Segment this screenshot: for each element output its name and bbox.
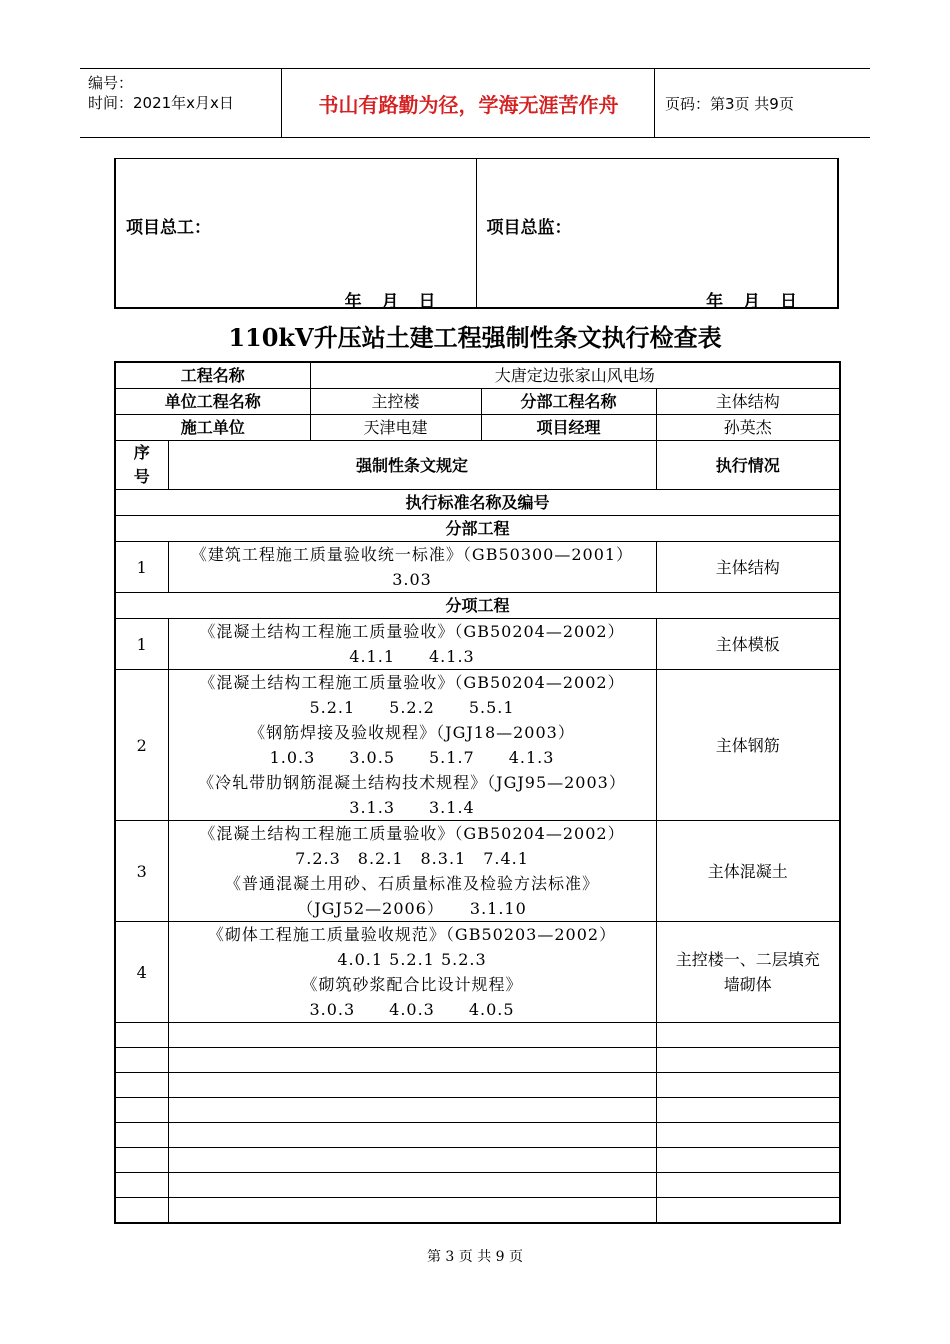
item-row <box>115 821 840 922</box>
rule-line: 《砌筑砂浆配合比设计规程》 <box>301 975 523 994</box>
rule-line: 7.2.3 8.2.1 8.3.1 7.4.1 <box>295 849 529 868</box>
contractor-label: 施工单位 <box>115 415 310 441</box>
row-status: 主体混凝土 <box>656 821 840 922</box>
page-footer: 第 3 页 共 9 页 <box>426 1249 524 1265</box>
col-rule-header: 强制性条文规定 <box>168 441 656 490</box>
empty-row <box>115 1173 840 1198</box>
column-header-row <box>115 441 840 490</box>
unit-project-label: 单位工程名称 <box>115 389 310 415</box>
signature-right <box>477 159 838 312</box>
row-rule <box>168 922 656 1023</box>
empty-seq-cell <box>115 1098 168 1123</box>
empty-status-cell <box>656 1098 840 1123</box>
empty-status-cell <box>656 1123 840 1148</box>
row-rule <box>168 619 656 670</box>
empty-row <box>115 1073 840 1098</box>
rule-line: 3.0.3 4.0.3 4.0.5 <box>309 1000 515 1019</box>
empty-seq-cell <box>115 1023 168 1048</box>
row-seq: 1 <box>115 619 168 670</box>
chief-engineer-label: 项目总工： <box>126 218 211 238</box>
row-seq: 2 <box>115 670 168 821</box>
rule-line: 《混凝土结构工程施工质量验收》（GB50204—2002） <box>199 673 625 692</box>
rule-line: 《普通混凝土用砂、石质量标准及检验方法标准》 <box>225 874 600 893</box>
row-status: 主控楼一、二层填充墙砌体 <box>656 922 840 1023</box>
signature-box <box>114 158 839 312</box>
unit-project-value: 主控楼 <box>310 389 481 415</box>
rule-line: 《混凝土结构工程施工质量验收》（GB50204—2002） <box>199 824 625 843</box>
empty-rule-cell <box>168 1198 656 1223</box>
rule-line: 《砌体工程施工质量验收规范》（GB50203—2002） <box>207 925 617 944</box>
empty-status-cell <box>656 1048 840 1073</box>
row-status: 主体结构 <box>656 542 840 593</box>
empty-row <box>115 1148 840 1173</box>
header-meta <box>80 69 282 137</box>
sub-project-label: 分部工程名称 <box>481 389 656 415</box>
col-seq-header <box>115 441 168 490</box>
row-rule <box>168 821 656 922</box>
row-seq: 3 <box>115 821 168 922</box>
empty-status-cell <box>656 1173 840 1198</box>
rule-line: 《混凝土结构工程施工质量验收》（GB50204—2002） <box>199 622 625 641</box>
row-status: 主体钢筋 <box>656 670 840 821</box>
row-seq: 1 <box>115 542 168 593</box>
sub-project-value: 主体结构 <box>656 389 840 415</box>
empty-row <box>115 1123 840 1148</box>
item-row <box>115 670 840 821</box>
row-seq: 4 <box>115 922 168 1023</box>
rule-line: 3.03 <box>392 570 432 589</box>
empty-status-cell <box>656 1198 840 1223</box>
empty-seq-cell <box>115 1148 168 1173</box>
unit-project-row <box>115 389 840 415</box>
empty-row <box>115 1023 840 1048</box>
number-label: 编号： <box>88 74 134 92</box>
contractor-value: 天津电建 <box>310 415 481 441</box>
chief-supervisor-label: 项目总监： <box>486 218 572 238</box>
header-page-info: 页码：第3页 共9页 <box>665 94 794 113</box>
empty-status-cell <box>656 1148 840 1173</box>
inspection-table-body <box>115 362 840 1223</box>
empty-rule-cell <box>168 1048 656 1073</box>
chief-supervisor-date: 年 月 日 <box>706 292 797 312</box>
rule-line: 4.0.1 5.2.1 5.2.3 <box>337 950 487 969</box>
empty-rule-cell <box>168 1173 656 1198</box>
page-title: 110kV升压站土建工程强制性条文执行检查表 <box>228 323 722 352</box>
signature-left <box>116 159 477 312</box>
header-slogan: 书山有路勤为径，学海无涯苦作舟 <box>283 69 655 137</box>
empty-status-cell <box>656 1023 840 1048</box>
row-status: 主体模板 <box>656 619 840 670</box>
empty-row <box>115 1198 840 1223</box>
item-row <box>115 922 840 1023</box>
empty-rule-cell <box>168 1073 656 1098</box>
project-name-value: 大唐定边张家山风电场 <box>310 362 840 389</box>
rule-line: （JGJ52—2006） 3.1.10 <box>297 899 527 918</box>
col-seq-text: 序号 <box>133 443 150 486</box>
chief-engineer-date: 年 月 日 <box>344 292 436 312</box>
standard-section-row <box>115 490 840 516</box>
project-name-row <box>115 362 840 389</box>
rule-line: 4.1.1 4.1.3 <box>349 647 475 666</box>
row-rule <box>168 542 656 593</box>
standard-section-label: 执行标准名称及编号 <box>115 490 840 516</box>
empty-status-cell <box>656 1073 840 1098</box>
division-section-label: 分部工程 <box>115 516 840 542</box>
row-rule <box>168 670 656 821</box>
item-section-row <box>115 593 840 619</box>
rule-line: 《建筑工程施工质量验收统一标准》（GB50300—2001） <box>190 545 634 564</box>
rule-line: 3.1.3 3.1.4 <box>349 798 475 817</box>
empty-rule-cell <box>168 1123 656 1148</box>
rule-line: 《钢筋焊接及验收规程》（JGJ18—2003） <box>249 723 575 742</box>
empty-seq-cell <box>115 1073 168 1098</box>
empty-rule-cell <box>168 1098 656 1123</box>
col-status-header: 执行情况 <box>656 441 840 490</box>
empty-rule-cell <box>168 1148 656 1173</box>
rule-line: 5.2.1 5.2.2 5.5.1 <box>309 698 515 717</box>
manager-label: 项目经理 <box>481 415 656 441</box>
rule-line: 《冷轧带肋钢筋混凝土结构技术规程》（JGJ95—2003） <box>198 773 626 792</box>
empty-row <box>115 1098 840 1123</box>
inspection-table <box>114 361 841 1224</box>
project-name-label: 工程名称 <box>115 362 310 389</box>
empty-rule-cell <box>168 1023 656 1048</box>
empty-row <box>115 1048 840 1073</box>
empty-seq-cell <box>115 1173 168 1198</box>
empty-seq-cell <box>115 1123 168 1148</box>
page-header <box>80 68 870 138</box>
time-label: 时间：2021年x月x日 <box>88 94 234 112</box>
division-row <box>115 542 840 593</box>
rule-line: 1.0.3 3.0.5 5.1.7 4.1.3 <box>269 748 555 767</box>
item-row <box>115 619 840 670</box>
empty-seq-cell <box>115 1048 168 1073</box>
contractor-row <box>115 415 840 441</box>
manager-value: 孙英杰 <box>656 415 840 441</box>
empty-seq-cell <box>115 1198 168 1223</box>
division-section-row <box>115 516 840 542</box>
item-section-label: 分项工程 <box>115 593 840 619</box>
